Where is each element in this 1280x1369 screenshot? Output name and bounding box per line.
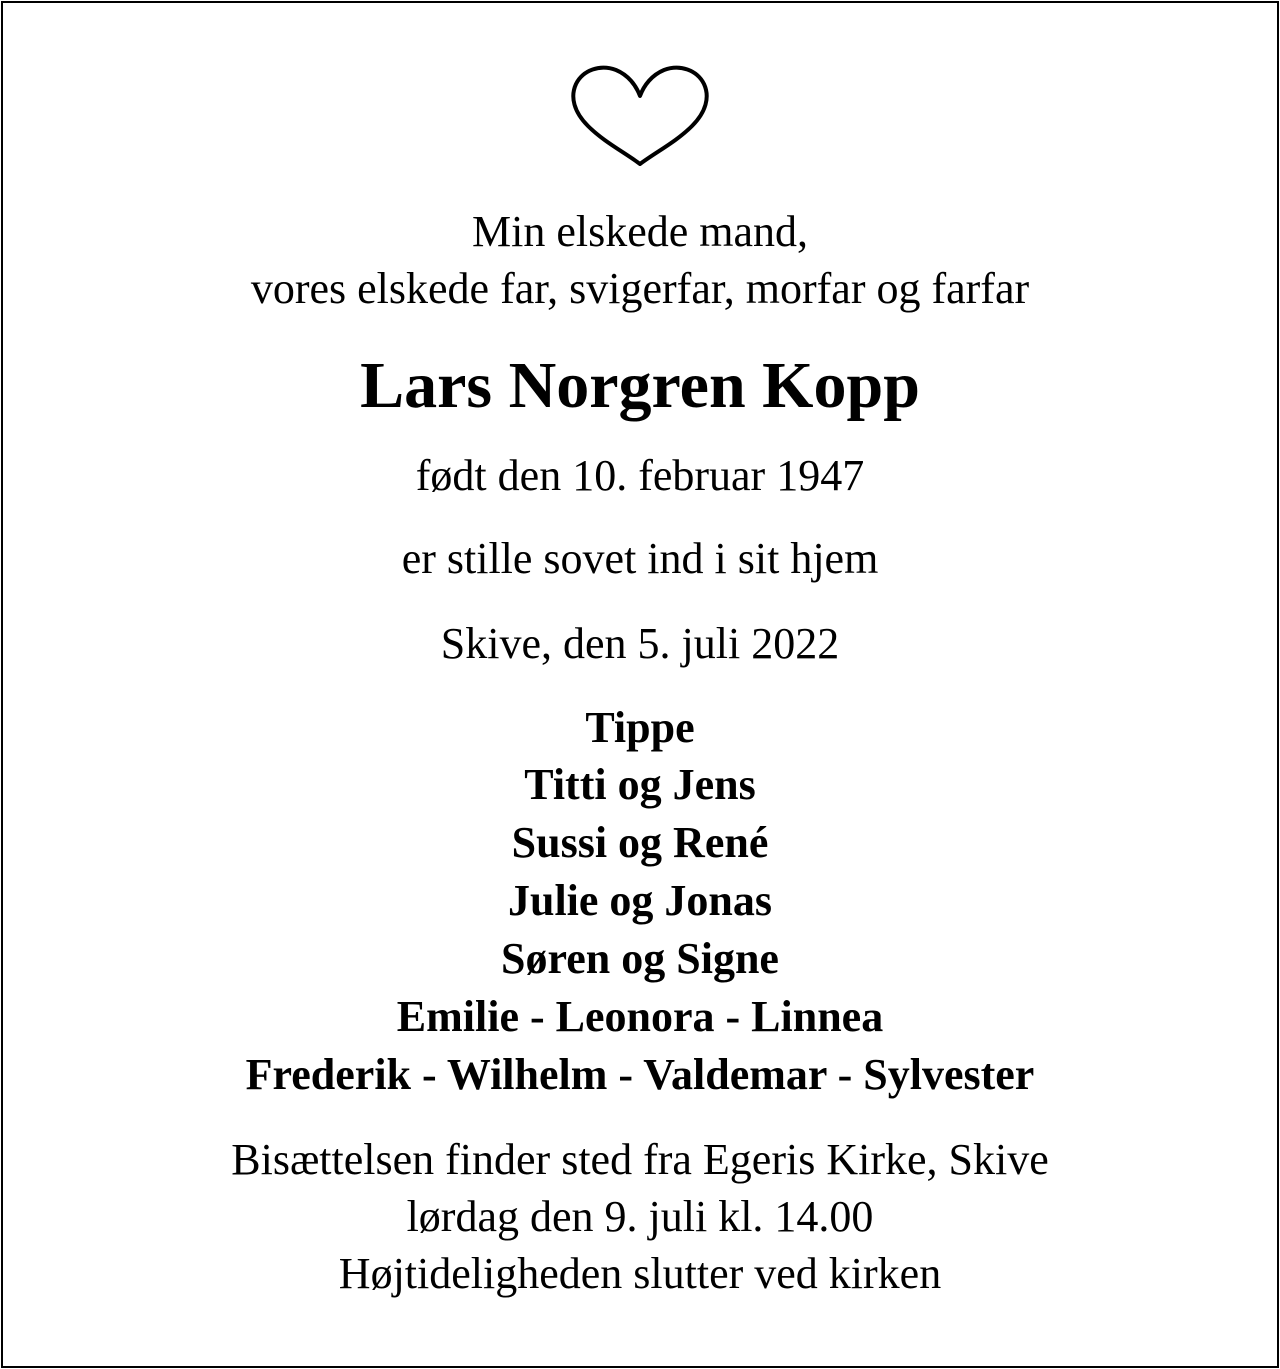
family-line-6: Emilie - Leonora - Linnea — [396, 992, 884, 1041]
passing-text: er stille sovet ind i sit hjem — [401, 534, 879, 583]
family-line-7: Frederik - Wilhelm - Valdemar - Sylvester — [245, 1050, 1035, 1099]
deceased-name: Lars Norgren Kopp — [360, 349, 920, 422]
family-line-1: Tippe — [585, 703, 695, 752]
family-line-3: Sussi og René — [511, 818, 769, 867]
heart-outline-icon — [566, 62, 714, 170]
intro-line-2: vores elskede far, svigerfar, morfar og farfar — [250, 264, 1030, 313]
family-line-4: Julie og Jonas — [507, 876, 773, 925]
intro-line-1: Min elskede mand, — [471, 207, 809, 256]
funeral-line-3: Højtideligheden slutter ved kirken — [338, 1249, 942, 1298]
birth-date: født den 10. februar 1947 — [415, 451, 865, 500]
family-line-2: Titti og Jens — [524, 760, 756, 809]
place-and-date: Skive, den 5. juli 2022 — [440, 619, 840, 668]
family-line-5: Søren og Signe — [501, 934, 779, 983]
funeral-line-1: Bisættelsen finder sted fra Egeris Kirke, Skive — [231, 1135, 1049, 1184]
funeral-line-2: lørdag den 9. juli kl. 14.00 — [406, 1192, 874, 1241]
